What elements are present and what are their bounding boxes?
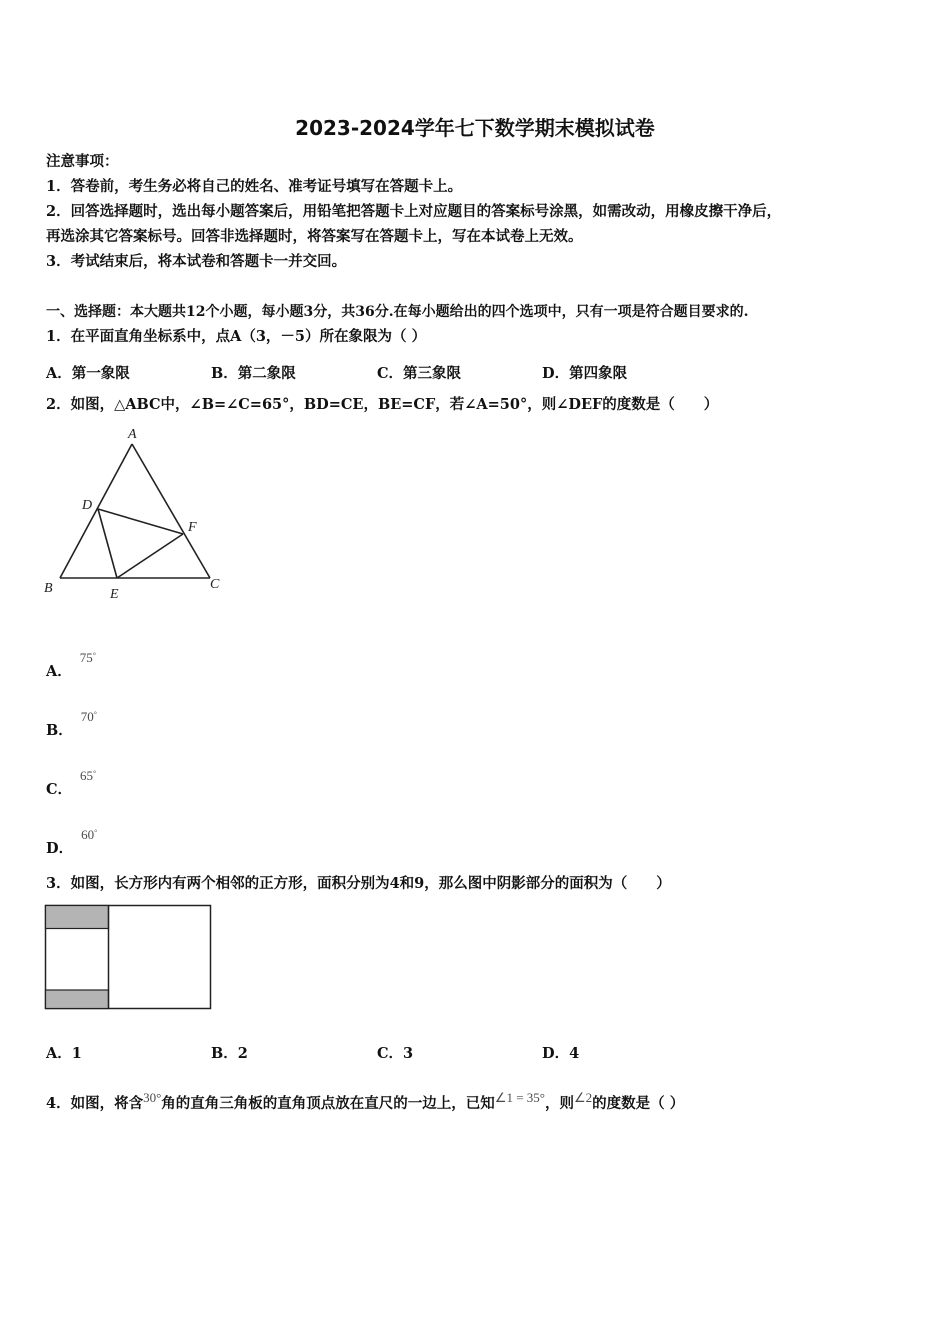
q1-option-c[interactable]: C．第三象限	[377, 365, 462, 382]
edge-ac	[132, 444, 210, 578]
q2-option-c[interactable]: C．65°	[46, 768, 97, 798]
label-c: C	[210, 577, 220, 592]
q1-option-d[interactable]: D．第四象限	[542, 365, 628, 382]
angle-1-image: ∠1 = 35°	[494, 1090, 545, 1105]
section-heading: 一、选择题：本大题共12个小题，每小题3分，共36分.在每小题给出的四个选项中，只有一项是符合题目要求的.	[46, 304, 749, 320]
q1-option-a[interactable]: A．第一象限	[46, 365, 130, 382]
q2-option-b[interactable]: B．70°	[46, 709, 97, 739]
edge-df	[98, 509, 183, 534]
edge-ab	[60, 444, 132, 578]
notice-item: 1．答卷前，考生务必将自己的姓名、准考证号填写在答题卡上。	[46, 178, 463, 195]
label-e: E	[110, 587, 119, 602]
q2-option-d[interactable]: D．60°	[46, 827, 98, 857]
notice-heading: 注意事项：	[46, 153, 119, 170]
question-1-stem: 1．在平面直角坐标系中，点A（3，－5）所在象限为（ ）	[46, 328, 427, 345]
label-f: F	[188, 520, 197, 535]
q2-option-a[interactable]: A．75°	[46, 650, 96, 680]
label-d: D	[82, 498, 93, 513]
page-title: 2023-2024学年七下数学期末模拟试卷	[295, 116, 655, 140]
q1-option-b[interactable]: B．第二象限	[211, 365, 296, 382]
q3-option-a[interactable]: A．1	[46, 1045, 82, 1062]
angle-2-image: ∠2	[573, 1090, 593, 1105]
notice-item: 2．回答选择题时，选出每小题答案后，用铅笔把答题卡上对应题目的答案标号涂黑，如需改动，用橡皮擦干净后，	[46, 203, 782, 220]
edge-de	[98, 509, 117, 578]
label-a: A	[128, 427, 137, 442]
notice-item: 3．考试结束后，将本试卷和答题卡一并交回。	[46, 253, 347, 270]
angle-30-image: 30°	[143, 1090, 162, 1105]
question-3-stem: 3．如图，长方形内有两个相邻的正方形，面积分别为4和9，那么图中阴影部分的面积为（ ）	[46, 875, 671, 892]
triangle-figure	[40, 424, 240, 604]
edge-ef	[117, 534, 183, 578]
question-4-stem: 4．如图，将含30°角的直角三角板的直角顶点放在直尺的一边上，已知∠1 = 35°，则∠2的度数是（ ）	[46, 1090, 685, 1112]
label-b: B	[44, 581, 53, 596]
q3-option-c[interactable]: C．3	[377, 1045, 414, 1062]
shaded-bottom	[46, 990, 109, 1009]
question-2-stem: 2．如图，△ABC中，∠B=∠C=65°，BD=CE，BE=CF，若∠A=50°，则∠DEF的度数是（ ）	[46, 396, 719, 413]
notice-item: 再选涂其它答案标号。回答非选择题时，将答案写在答题卡上，写在本试卷上无效。	[46, 228, 583, 245]
rectangle-figure	[44, 904, 214, 1012]
q3-option-b[interactable]: B．2	[211, 1045, 248, 1062]
shaded-top	[46, 906, 109, 929]
q3-option-d[interactable]: D．4	[542, 1045, 580, 1062]
